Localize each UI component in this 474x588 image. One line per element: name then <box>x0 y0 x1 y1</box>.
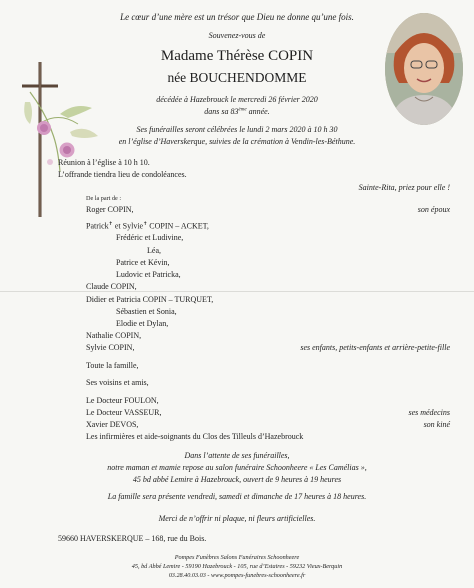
family-nathalie: Nathalie COPIN, <box>86 331 142 340</box>
rest-line-2: notre maman et mamie repose au salon funéraire Schoonheere « Les Camélias », <box>107 463 367 472</box>
family-ludovic: Ludovic et Patricka, <box>116 270 181 279</box>
cross-mark-icon: ✝ <box>143 222 148 227</box>
xavier-devos: Xavier DEVOS, <box>86 420 139 429</box>
offering-note: L’offrande tiendra lieu de condoléances. <box>58 170 187 179</box>
funeral-home-name: Pompes Funèbres Salons Funéraires Schoonheere <box>174 554 300 561</box>
funeral-home-address: 45, bd Abbé Lemire - 59190 Hazebrouck - 105, rue d’Estaires - 59232 Vieux-Berquin <box>131 563 343 570</box>
doctor-foulon: Le Docteur FOULON, <box>86 396 159 405</box>
family-didier: Didier et Patricia COPIN – TURQUET, <box>86 295 214 304</box>
family-sylvie: Sylvie COPIN, <box>86 343 135 352</box>
family-roger: Roger COPIN, <box>86 205 134 214</box>
cross-mark-icon: ✝ <box>108 222 113 227</box>
family-patrick-sylvie: Patrick✝ et Sylvie✝ COPIN – ACKET, <box>86 221 209 231</box>
neighbors-friends: Ses voisins et amis, <box>86 378 149 387</box>
family-claude: Claude COPIN, <box>86 282 137 291</box>
funeral-home-contact: 03.28.40.03.03 - www.pompes-funebres-schoonheere.fr <box>168 572 306 579</box>
family-patrice: Patrice et Kévin, <box>116 258 170 267</box>
family-address: 59660 HAVERSKERQUE – 168, rue du Bois. <box>58 534 207 543</box>
remember-intro: Souvenez-vous de <box>208 31 266 40</box>
care-staff: Les infirmières et aide-soignants du Clos des Tilleuls d’Hazebrouck <box>86 432 304 441</box>
visiting-hours: La famille sera présente vendredi, samedi et dimanche de 17 heures à 18 heures. <box>107 492 367 501</box>
prayer-line: Sainte-Rita, priez pour elle ! <box>358 183 450 192</box>
fold-line <box>0 291 474 292</box>
family-frederic: Frédéric et Ludivine, <box>116 233 184 242</box>
opening-quote: Le cœur d’une mère est un trésor que Dieu ne donne qu’une fois. <box>120 12 354 22</box>
funeral-line-1: Ses funérailles seront célébrées le lundi 2 mars 2020 à 10 h 30 <box>136 125 338 134</box>
children-role: ses enfants, petits-enfants et arrière-petite-fille <box>300 343 450 352</box>
church-meeting: Réunion à l’église à 10 h 10. <box>58 158 150 167</box>
rest-line-3: 45 bd abbé Lemire à Hazebrouck, ouvert de 9 heures à 19 heures <box>132 475 342 484</box>
from-label: De la part de : <box>86 195 122 202</box>
rest-line-1: Dans l’attente de ses funérailles, <box>184 451 290 460</box>
death-date-line: décédée à Hazebrouck le mercredi 26 février 2020 <box>156 95 318 104</box>
age-line: dans sa 83ème année. <box>204 107 270 116</box>
funeral-line-2: en l’église d’Haverskerque, suivies de la crémation à Vendin-les-Béthune. <box>118 137 356 146</box>
no-flowers-note: Merci de n’offrir ni plaque, ni fleurs artificielles. <box>158 514 316 523</box>
maiden-name: née BOUCHENDOMME <box>167 70 307 85</box>
physio-role: son kiné <box>423 420 450 429</box>
doctors-role: ses médecins <box>408 408 450 417</box>
family-sebastien: Sébastien et Sonia, <box>116 307 177 316</box>
family-elodie: Elodie et Dylan, <box>116 319 169 328</box>
doctor-vasseur: Le Docteur VASSEUR, <box>86 408 162 417</box>
spouse-role: son époux <box>417 205 450 214</box>
deceased-name: Madame Thérèse COPIN <box>160 48 314 64</box>
family-lea: Léa, <box>147 246 161 255</box>
whole-family: Toute la famille, <box>86 361 139 370</box>
